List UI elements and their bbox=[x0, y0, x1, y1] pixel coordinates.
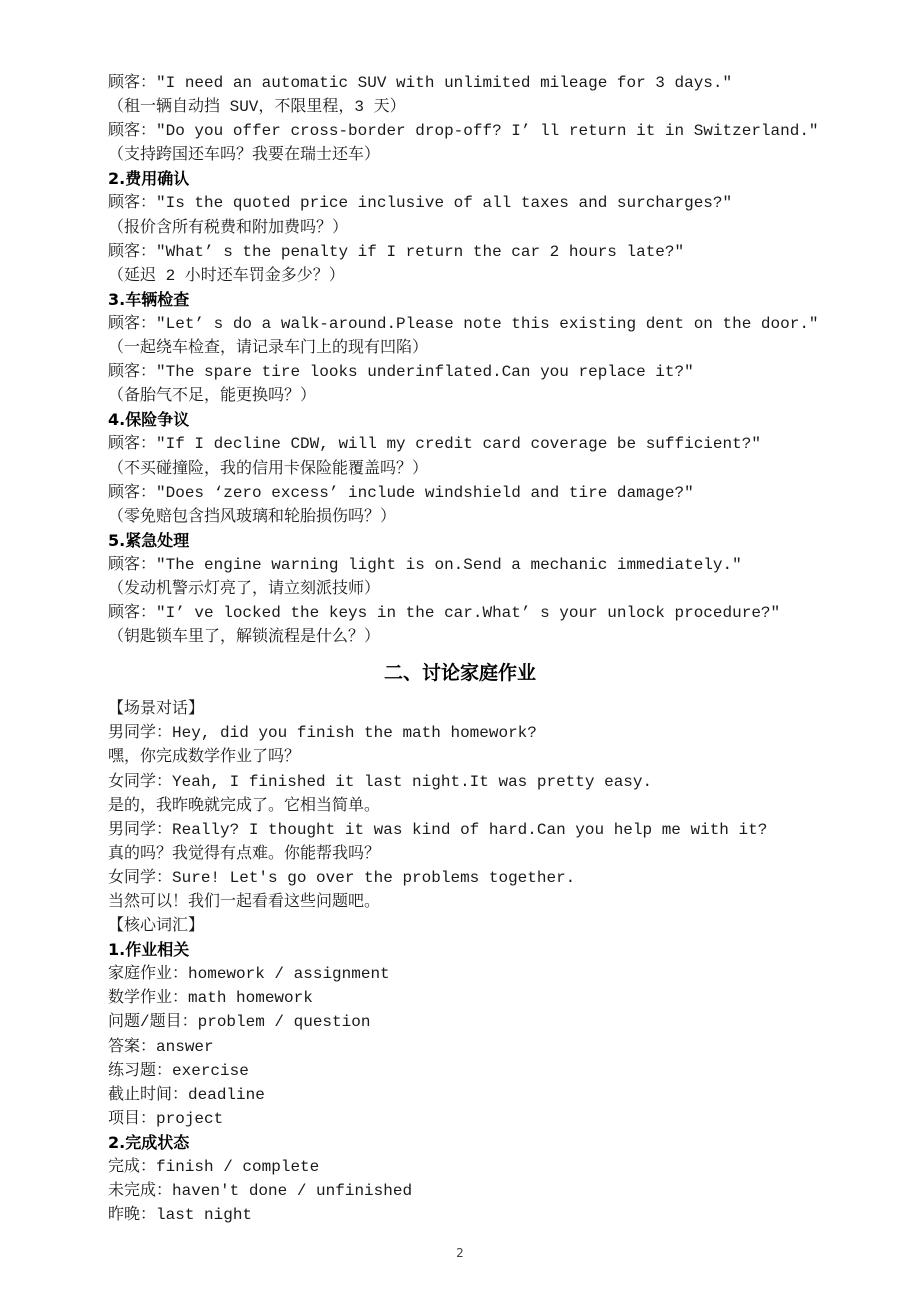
vocab-term-en: deadline bbox=[188, 1085, 265, 1104]
vocab-term-en: problem / question bbox=[197, 1013, 371, 1032]
vocab-item bbox=[108, 1059, 828, 1083]
english-sentence: "The spare tire looks underinflated.Can you replace it?" bbox=[156, 363, 694, 382]
english-sentence: "Does ‘zero excess’ include windshield and tire damage?" bbox=[156, 483, 694, 502]
page-number: 2 bbox=[456, 1246, 464, 1260]
english-sentence: "The engine warning light is on.Send a mechanic immediately." bbox=[156, 555, 742, 574]
section-title: 二、讨论家庭作业 bbox=[383, 662, 536, 685]
vocab-item bbox=[108, 1083, 828, 1107]
vocab-item bbox=[108, 1155, 828, 1179]
vocab-term-en: finish / complete bbox=[156, 1158, 320, 1177]
english-sentence: Sure! Let's go over the problems together. bbox=[172, 868, 576, 887]
vocab-term-zh: 昨晚： bbox=[108, 1206, 157, 1225]
speaker-label: 顾客： bbox=[108, 435, 157, 454]
english-sentence: "Let’ s do a walk-around.Please note this existing dent on the door." bbox=[156, 314, 819, 333]
speaker-label: 男同学： bbox=[108, 820, 173, 839]
vocab-item bbox=[108, 1010, 828, 1034]
speaker-label: 顾客： bbox=[108, 363, 157, 382]
english-sentence: "I’ ve locked the keys in the car.What’ s your unlock procedure?" bbox=[156, 604, 781, 623]
document-page bbox=[108, 71, 828, 1227]
vocab-term-zh: 答案： bbox=[108, 1037, 157, 1056]
speaker-label: 男同学： bbox=[108, 724, 173, 743]
vocab-term-zh: 项目： bbox=[108, 1109, 157, 1128]
vocab-term-zh: 练习题： bbox=[108, 1061, 173, 1080]
vocab-item bbox=[108, 962, 828, 986]
dialogue-line-en bbox=[108, 481, 828, 505]
dialogue-line-en bbox=[108, 866, 828, 890]
dialogue-line-en bbox=[108, 721, 828, 745]
vocab-item bbox=[108, 1203, 828, 1227]
vocab-term-en: last night bbox=[156, 1206, 253, 1225]
vocab-term-en: haven't done / unfinished bbox=[172, 1182, 413, 1201]
vocab-term-zh: 问题/题目： bbox=[108, 1013, 198, 1032]
dialogue-line-zh: （备胎气不足，能更换吗？） bbox=[108, 387, 317, 406]
vocab-term-en: math homework bbox=[188, 989, 313, 1008]
vocab-term-zh: 未完成： bbox=[108, 1182, 173, 1201]
speaker-label: 女同学： bbox=[108, 868, 173, 887]
dialogue-line-zh: 当然可以！我们一起看看这些问题吧。 bbox=[108, 893, 381, 911]
vocab-item bbox=[108, 1035, 828, 1059]
dialogue-line-zh: （支持跨国还车吗？我要在瑞士还车） bbox=[108, 146, 381, 165]
dialogue-line-en bbox=[108, 191, 828, 215]
speaker-label: 女同学： bbox=[108, 772, 173, 791]
vocab-term-en: project bbox=[156, 1109, 224, 1128]
dialogue-line-zh: （租一辆自动挡 SUV，不限里程，3 天） bbox=[108, 98, 406, 117]
dialogue-line-zh: 嘿，你完成数学作业了吗？ bbox=[108, 748, 301, 767]
dialogue-line-en bbox=[108, 818, 828, 842]
english-sentence: Yeah, I finished it last night.It was pretty easy. bbox=[172, 772, 653, 791]
english-sentence: "I need an automatic SUV with unlimited mileage for 3 days." bbox=[156, 74, 733, 92]
dialogue-line-zh: （报价含所有税费和附加费吗？） bbox=[108, 218, 349, 237]
dialogue-line-en bbox=[108, 360, 828, 384]
speaker-label: 顾客： bbox=[108, 74, 157, 92]
dialogue-line-zh: （发动机警示灯亮了，请立刻派技师） bbox=[108, 579, 381, 598]
vocab-term-zh: 数学作业： bbox=[108, 989, 189, 1008]
dialogue-line-en bbox=[108, 553, 828, 577]
dialogue-line-zh: （不买碰撞险，我的信用卡保险能覆盖吗？） bbox=[108, 459, 429, 478]
subsection-heading: 5.紧急处理 bbox=[108, 530, 190, 550]
dialogue-line-zh: （一起绕车检查，请记录车门上的现有凹陷） bbox=[108, 339, 429, 358]
dialogue-line-zh: （钥匙锁车里了，解锁流程是什么？） bbox=[108, 628, 381, 647]
vocab-term-en: exercise bbox=[172, 1061, 249, 1080]
vocab-term-zh: 家庭作业： bbox=[108, 965, 189, 984]
vocab-item bbox=[108, 1179, 828, 1203]
dialogue-line-zh: 真的吗？我觉得有点难。你能帮我吗？ bbox=[108, 844, 381, 863]
english-sentence: Hey, did you finish the math homework? bbox=[172, 724, 537, 743]
speaker-label: 顾客： bbox=[108, 122, 157, 141]
vocab-label: 【核心词汇】 bbox=[108, 917, 205, 936]
speaker-label: 顾客： bbox=[108, 483, 157, 502]
dialogue-line-en bbox=[108, 240, 828, 264]
vocab-term-en: answer bbox=[156, 1037, 214, 1056]
dialogue-line-en bbox=[108, 312, 828, 336]
speaker-label: 顾客： bbox=[108, 555, 157, 574]
vocab-item bbox=[108, 986, 828, 1010]
vocab-term-zh: 完成： bbox=[108, 1158, 157, 1177]
subsection-heading: 3.车辆检查 bbox=[108, 289, 190, 309]
dialogue-line-en bbox=[108, 432, 828, 456]
vocab-group-heading: 2.完成状态 bbox=[108, 1132, 190, 1152]
english-sentence: Really? I thought it was kind of hard.Can you help me with it? bbox=[172, 820, 768, 839]
dialogue-line-en bbox=[108, 770, 828, 794]
speaker-label: 顾客： bbox=[108, 314, 157, 333]
speaker-label: 顾客： bbox=[108, 194, 157, 213]
subsection-heading: 4.保险争议 bbox=[108, 410, 190, 430]
subsection-heading: 2.费用确认 bbox=[108, 169, 190, 189]
vocab-group-heading: 1.作业相关 bbox=[108, 940, 190, 960]
vocab-term-en: homework / assignment bbox=[188, 965, 390, 984]
english-sentence: "Is the quoted price inclusive of all taxes and surcharges?" bbox=[156, 194, 733, 213]
english-sentence: "What’ s the penalty if I return the car 2 hours late?" bbox=[156, 242, 685, 261]
vocab-item bbox=[108, 1107, 828, 1131]
speaker-label: 顾客： bbox=[108, 604, 157, 623]
vocab-term-zh: 截止时间： bbox=[108, 1085, 189, 1104]
dialogue-line-en bbox=[108, 71, 828, 95]
dialogue-line-zh: （零免赔包含挡风玻璃和轮胎损伤吗？） bbox=[108, 507, 397, 526]
dialogue-label: 【场景对话】 bbox=[108, 700, 205, 719]
dialogue-line-zh: （延迟 2 小时还车罚金多少？） bbox=[108, 266, 345, 285]
dialogue-line-en bbox=[108, 119, 828, 143]
dialogue-line-zh: 是的，我昨晚就完成了。它相当简单。 bbox=[108, 796, 381, 815]
dialogue-line-en bbox=[108, 601, 828, 625]
english-sentence: "Do you offer cross-border drop-off? I’ ll return it in Switzerland." bbox=[156, 122, 819, 141]
speaker-label: 顾客： bbox=[108, 242, 157, 261]
english-sentence: "If I decline CDW, will my credit card coverage be sufficient?" bbox=[156, 435, 761, 454]
